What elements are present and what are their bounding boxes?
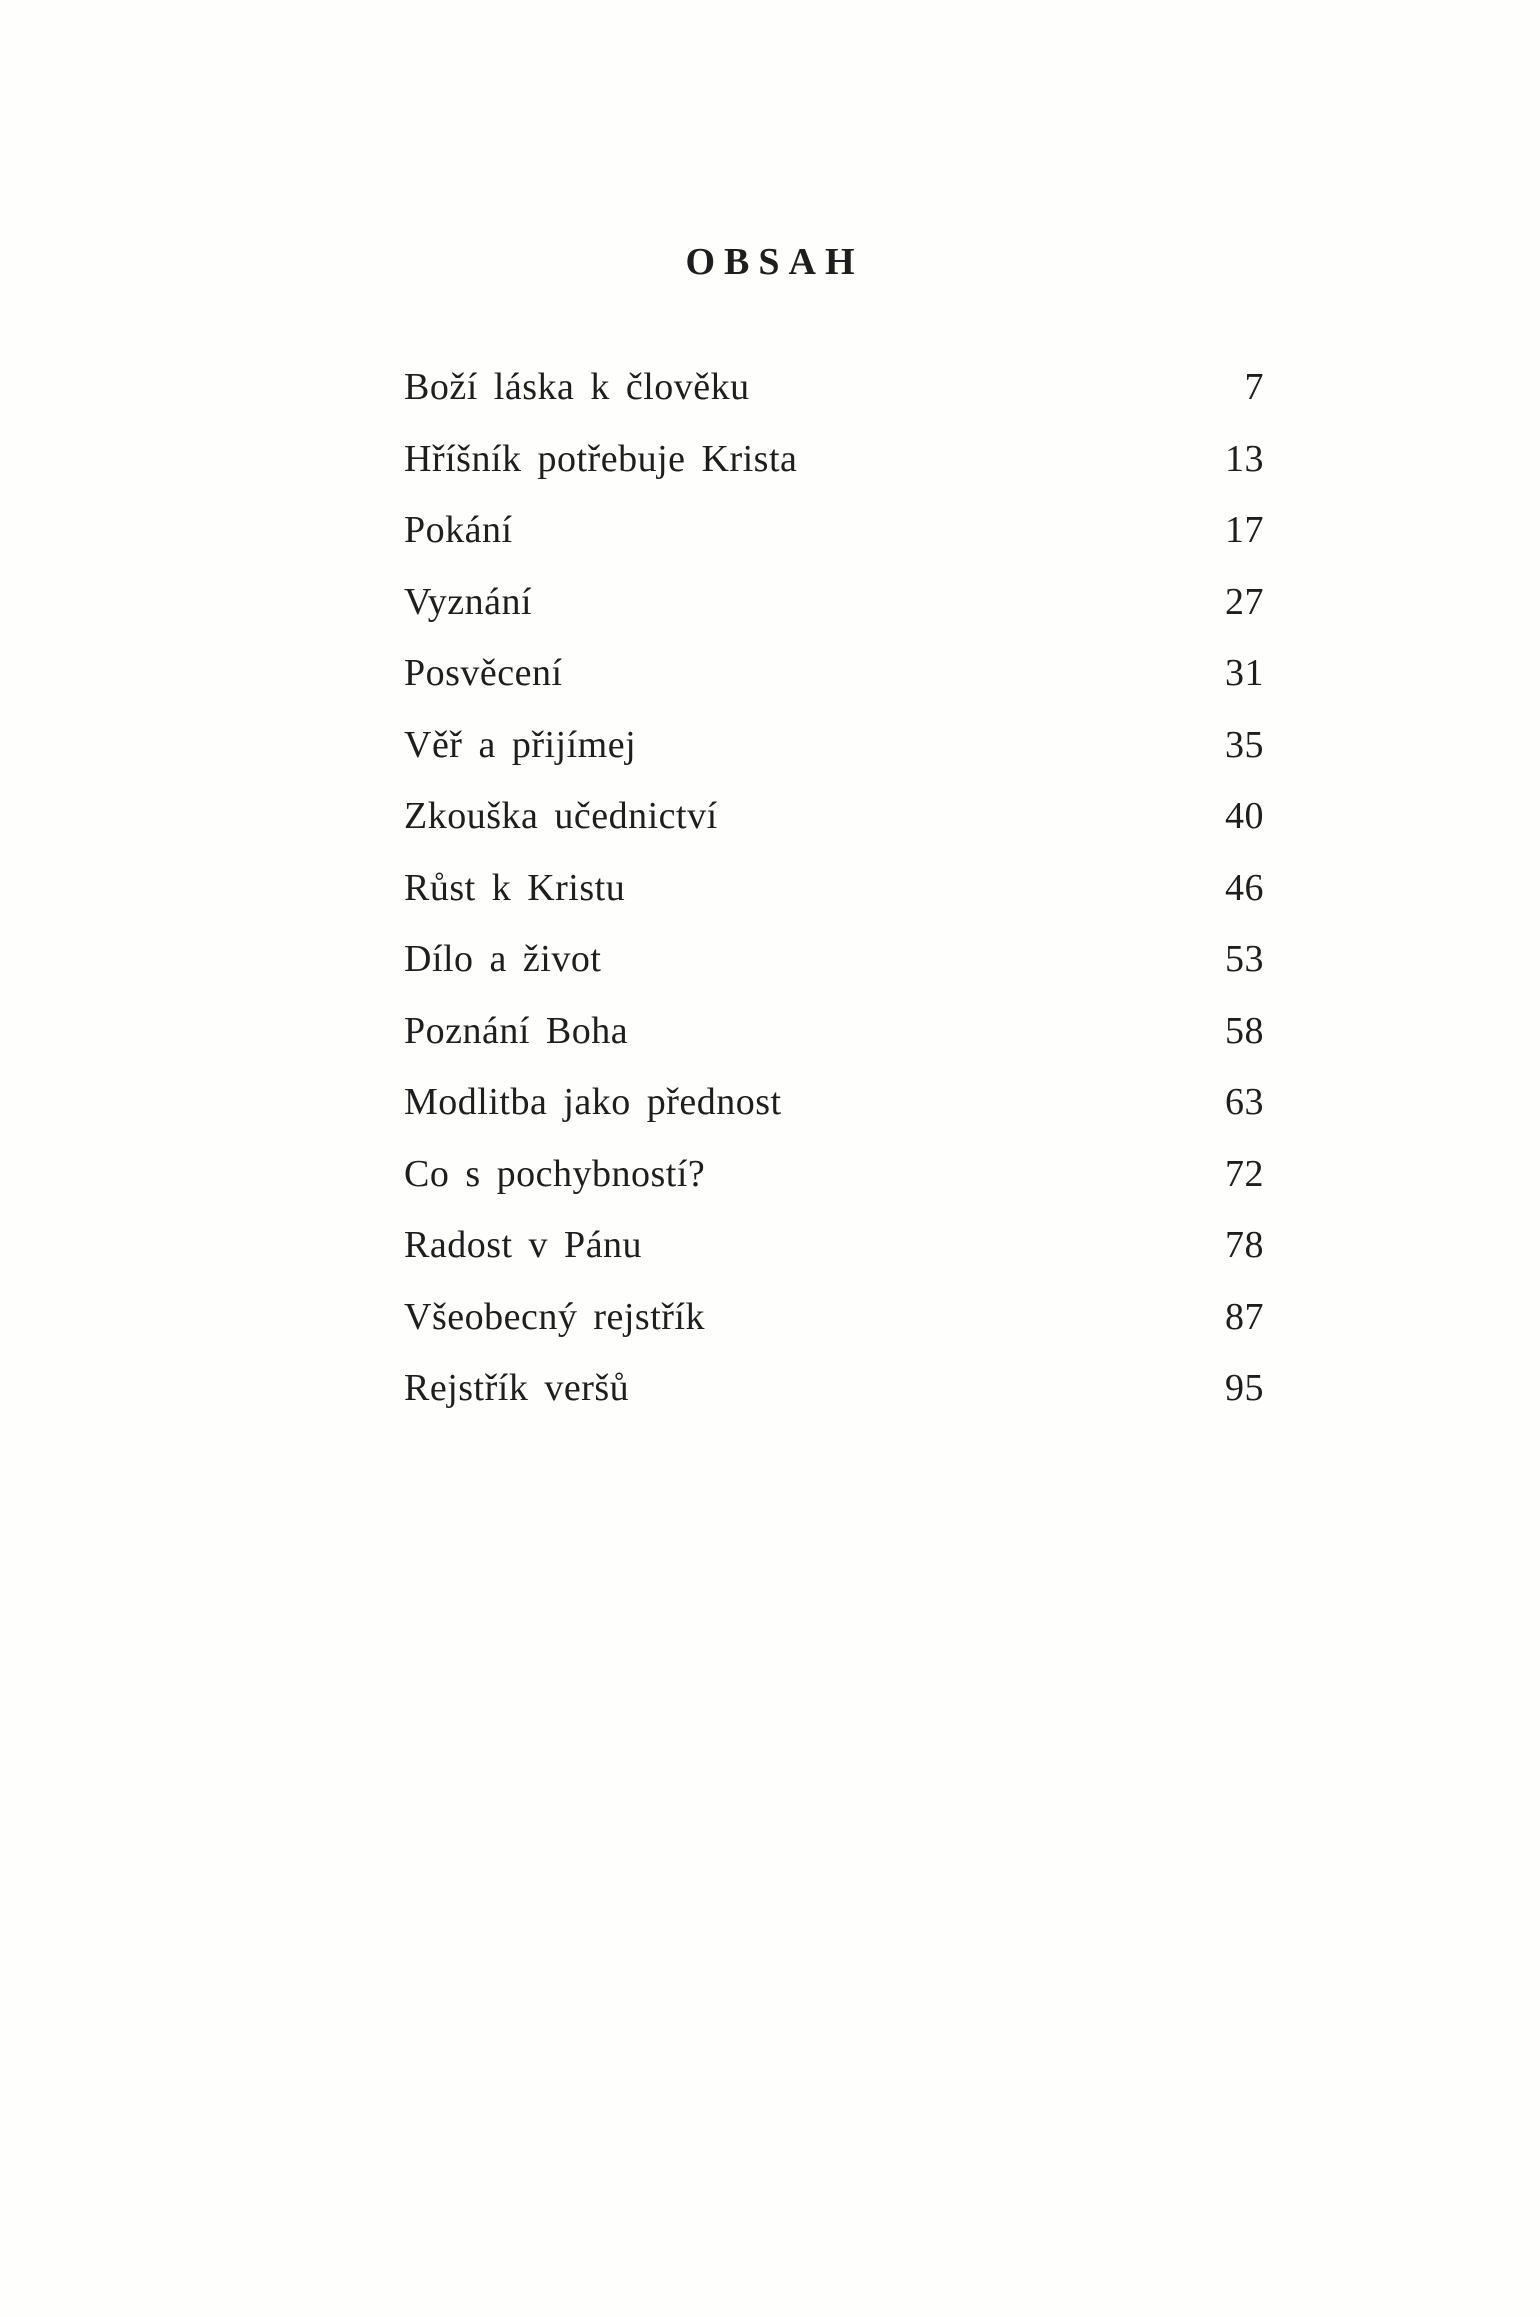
toc-entry-page: 27	[1225, 580, 1264, 623]
toc-entry-title: Modlitba jako přednost	[404, 1081, 782, 1123]
toc-entry	[404, 638, 1264, 710]
toc-entry-page: 40	[1225, 795, 1264, 837]
toc-entry-title: Hříšník potřebuje Krista	[404, 437, 798, 480]
page-title: OBSAH	[685, 241, 864, 283]
toc-entry-page: 95	[1225, 1367, 1264, 1409]
toc-entry-page: 7	[1244, 366, 1264, 408]
toc-entry	[404, 1353, 1264, 1425]
toc-entry	[404, 567, 1264, 639]
toc-entry-title: Všeobecný rejstřík	[404, 1295, 705, 1338]
toc-entry-title: Boží láska k člověku	[404, 366, 750, 408]
toc-entry	[404, 853, 1264, 925]
toc-entry	[404, 1210, 1264, 1282]
toc-entry-title: Posvěcení	[404, 652, 563, 694]
toc-entry	[404, 996, 1264, 1068]
toc-entry-page: 63	[1225, 1081, 1264, 1123]
toc-entry-title: Poznání Boha	[404, 1009, 629, 1052]
toc-entry	[404, 924, 1264, 996]
toc-entry	[404, 781, 1264, 853]
toc-entry-title: Zkouška učednictví	[404, 795, 718, 837]
toc-entry-title: Radost v Pánu	[404, 1224, 643, 1266]
toc-entry-page: 13	[1225, 437, 1264, 480]
toc-entry-page: 35	[1225, 723, 1264, 766]
toc-entry-title: Co s pochybností?	[404, 1152, 706, 1195]
toc-entry-page: 46	[1225, 866, 1264, 909]
toc-entry	[404, 424, 1264, 496]
toc-entry	[404, 1067, 1264, 1139]
toc-entry-title: Věř a přijímej	[404, 723, 637, 766]
toc-entry-page: 53	[1225, 938, 1264, 980]
toc-entry-page: 87	[1225, 1295, 1264, 1338]
toc-entry	[404, 1282, 1264, 1354]
toc-entry-title: Pokání	[404, 509, 513, 551]
toc-entry-page: 78	[1225, 1224, 1264, 1266]
toc-entry	[404, 352, 1264, 424]
toc-entry-page: 31	[1225, 652, 1264, 694]
toc-entry-title: Vyznání	[404, 580, 533, 623]
toc-entry-title: Rejstřík veršů	[404, 1367, 630, 1409]
table-of-contents	[404, 352, 1264, 1425]
toc-entry-page: 72	[1225, 1152, 1264, 1195]
toc-entry-title: Růst k Kristu	[404, 866, 626, 909]
toc-entry	[404, 495, 1264, 567]
toc-entry-page: 58	[1225, 1009, 1264, 1052]
toc-entry-title: Dílo a život	[404, 938, 602, 980]
toc-entry	[404, 1139, 1264, 1211]
toc-entry-page: 17	[1225, 509, 1264, 551]
toc-entry	[404, 710, 1264, 782]
